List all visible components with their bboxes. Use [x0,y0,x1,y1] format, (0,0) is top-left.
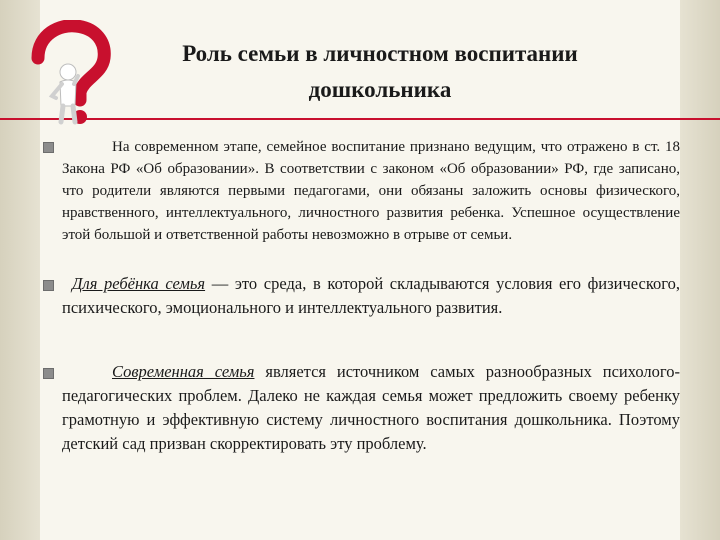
bullet-1-text: На современном этапе, семейное воспитание признано ведущим, что отражено в ст. 18 Закона РФ «Об образовании». В соответствии с законом «Об образовании» РФ, где записано, что родители являются первыми педагогами, они обязаны заложить основы физического, нравственного, интеллектуального, личностного развития ребенка. Успешное осуществление этой большой и ответственной работы невозможно в отрыве от семьи. [62,139,680,243]
square-bullet-icon [43,368,54,379]
bullet-paragraph-3 [62,360,680,456]
square-bullet-icon [43,142,54,153]
bullet-3-text: является источником самых разнообразных психолого-педагогических проблем. Далеко не каждая семья может предложить своему ребенку грамотную и эффективную систему личностного воспитания дошкольника. Поэтому детский сад призван скорректировать эту проблему. [62,362,680,453]
slide-title [110,36,650,108]
bullet-paragraph-2 [62,272,680,320]
square-bullet-icon [43,280,54,291]
right-decorative-band [680,0,720,540]
slide-title-line-2: дошкольника [308,77,452,102]
slide-title-line-1: Роль семьи в личностном воспитании [182,41,578,66]
bullet-2-text: — это среда, в которой складываются условия его физического, психического, эмоционального и интеллектуального развития. [62,274,680,317]
bullet-2-emphasis: Для ребёнка семья [72,274,206,293]
bullet-paragraph-1 [62,136,680,246]
bullet-3-emphasis: Современная семья [112,362,255,381]
